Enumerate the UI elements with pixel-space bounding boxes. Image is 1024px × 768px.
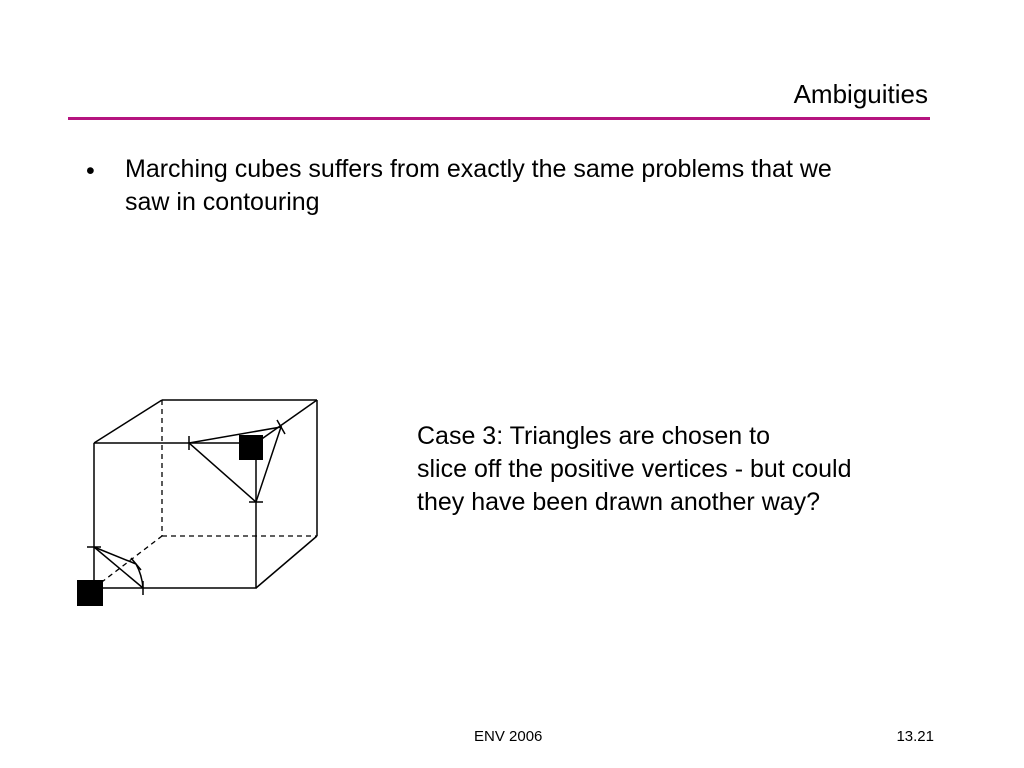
bullet-marker: • (86, 157, 95, 185)
case-caption (417, 420, 851, 519)
caption-line-1: Case 3: Triangles are chosen to (417, 422, 770, 450)
tick-mark (131, 558, 141, 570)
bullet-line-2: saw in contouring (125, 188, 320, 216)
bullet-line-1: Marching cubes suffers from exactly the same problems that we (125, 155, 832, 183)
cube-edge-bottom-right (256, 536, 317, 588)
slide-title: Ambiguities (793, 79, 928, 109)
cube-edge-top-left (94, 400, 162, 443)
triangle-upper-right (189, 427, 281, 502)
positive-vertex-marker-top (239, 435, 263, 460)
positive-vertex-marker-bottom (77, 580, 103, 606)
triangle-lower-left-edge (94, 547, 136, 564)
caption-line-3: they have been drawn another way? (417, 488, 821, 516)
cube-edge-top-right (256, 400, 317, 443)
cube-hidden-bottom-left-edge (94, 536, 162, 588)
footer-slide-number: 13.21 (896, 728, 934, 745)
cube-front-face (94, 443, 256, 588)
footer-course: ENV 2006 (474, 728, 543, 745)
caption-line-2: slice off the positive vertices - but could (417, 455, 852, 483)
